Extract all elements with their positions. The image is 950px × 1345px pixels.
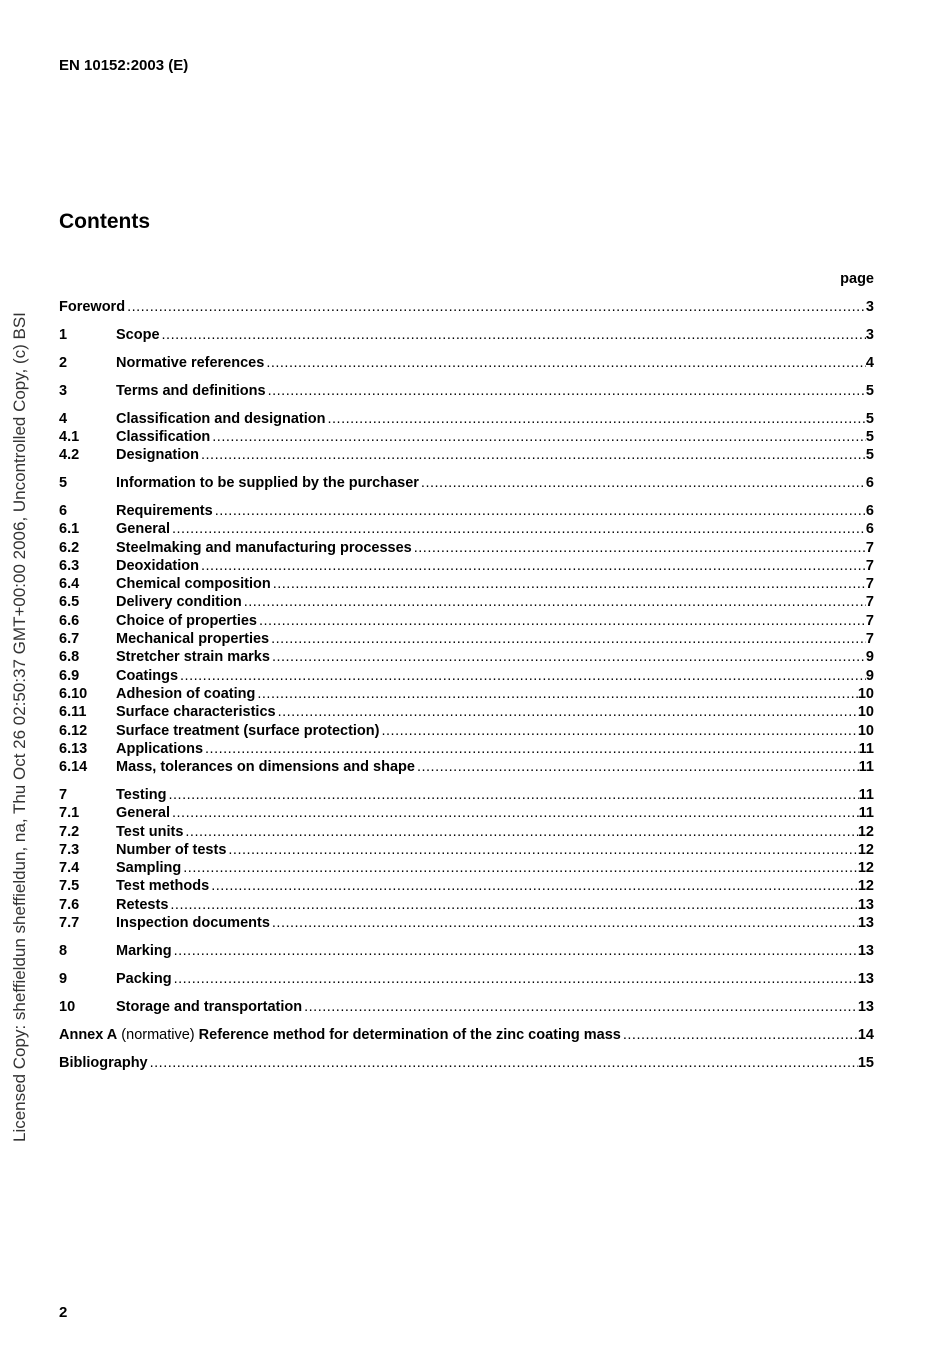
contents-title: Contents	[59, 210, 150, 233]
toc-entry-page: 5	[865, 447, 874, 464]
toc-entry[interactable]	[59, 823, 874, 841]
toc-entry[interactable]	[59, 841, 874, 859]
toc-entry[interactable]	[59, 326, 874, 344]
toc-entry-title: Foreword	[59, 299, 126, 315]
toc-entry[interactable]	[59, 703, 874, 721]
toc-entry[interactable]	[59, 877, 874, 895]
toc-entry-page: 7	[865, 539, 874, 556]
toc-dot-leader	[172, 942, 858, 960]
toc-entry-number: 6.13	[59, 740, 88, 757]
toc-entry[interactable]	[59, 502, 874, 520]
toc-entry-number: 6.3	[59, 557, 80, 574]
toc-entry-page: 11	[858, 786, 874, 803]
toc-entry-number: 6.14	[59, 759, 88, 776]
toc-dot-leader	[621, 1026, 858, 1044]
table-of-contents	[59, 298, 874, 1072]
toc-entry-page: 7	[865, 557, 874, 574]
toc-dot-leader	[242, 593, 866, 611]
toc-entry-title: Test units	[116, 823, 184, 840]
toc-dot-leader	[226, 841, 857, 859]
toc-entry-number: 6.2	[59, 539, 80, 556]
toc-entry-title: Chemical composition	[116, 576, 271, 593]
toc-dot-leader	[199, 557, 866, 575]
toc-entry[interactable]	[59, 575, 874, 593]
toc-entry-page: 5	[865, 428, 874, 445]
toc-dot-leader	[266, 382, 866, 400]
toc-entry-page: 13	[857, 970, 874, 987]
toc-entry-title: Choice of properties	[116, 612, 257, 629]
toc-dot-leader	[415, 758, 859, 776]
toc-dot-leader	[170, 804, 859, 822]
toc-entry[interactable]	[59, 685, 874, 703]
toc-entry-number: 6.12	[59, 722, 88, 739]
toc-entry-title: Adhesion of coating	[116, 685, 256, 702]
toc-entry-title-rest: Reference method for determination of the zinc coating mass	[198, 1026, 621, 1043]
toc-entry-number: 7.1	[59, 805, 80, 822]
toc-entry[interactable]	[59, 1054, 874, 1072]
toc-entry-title: Mechanical properties	[116, 631, 270, 648]
toc-entry-page: 7	[865, 594, 874, 611]
toc-entry-page: 7	[865, 576, 874, 593]
toc-entry-number: 10	[59, 998, 76, 1015]
toc-entry[interactable]	[59, 593, 874, 611]
toc-entry-title: Requirements	[116, 502, 213, 519]
toc-entry-page: 12	[857, 841, 874, 858]
toc-entry-number: 7.4	[59, 860, 80, 877]
toc-entry-title: Steelmaking and manufacturing processes	[116, 539, 412, 556]
toc-dot-leader	[213, 502, 866, 520]
toc-entry[interactable]	[59, 382, 874, 400]
toc-entry[interactable]	[59, 667, 874, 685]
toc-entry-page: 6	[865, 475, 874, 492]
toc-entry-page: 11	[858, 740, 874, 757]
toc-dot-leader	[168, 896, 857, 914]
page-column-label: page	[840, 271, 874, 287]
toc-entry[interactable]	[59, 942, 874, 960]
toc-entry-page: 3	[865, 326, 874, 343]
toc-entry-title: Applications	[116, 740, 204, 757]
toc-entry[interactable]	[59, 740, 874, 758]
toc-entry-number: 2	[59, 354, 68, 371]
toc-entry[interactable]	[59, 859, 874, 877]
toc-entry-title: Retests	[116, 896, 169, 913]
toc-entry[interactable]	[59, 612, 874, 630]
toc-dot-leader	[270, 648, 866, 666]
toc-entry-title: General	[116, 521, 170, 538]
toc-dot-leader	[325, 410, 865, 428]
toc-entry-number: 6.4	[59, 576, 80, 593]
toc-dot-leader	[183, 823, 857, 841]
toc-entry-page: 13	[857, 896, 874, 913]
toc-entry-number: 4.2	[59, 447, 80, 464]
toc-entry[interactable]	[59, 520, 874, 538]
toc-entry[interactable]	[59, 1026, 874, 1044]
toc-entry-page: 13	[857, 915, 874, 932]
toc-entry-number: 4.1	[59, 428, 80, 445]
toc-entry-number: 7.5	[59, 878, 80, 895]
toc-entry-page: 11	[858, 805, 874, 822]
toc-dot-leader	[412, 539, 866, 557]
toc-dot-leader	[181, 859, 858, 877]
toc-dot-leader	[209, 877, 858, 895]
toc-entry-number: 1	[59, 326, 68, 343]
toc-entry-page: 6	[865, 521, 874, 538]
toc-dot-leader	[125, 298, 866, 316]
toc-dot-leader	[379, 722, 857, 740]
toc-dot-leader	[255, 685, 858, 703]
toc-entry[interactable]	[59, 970, 874, 988]
toc-entry-page: 7	[865, 631, 874, 648]
toc-entry-page: 10	[857, 722, 874, 739]
toc-entry-page: 5	[865, 382, 874, 399]
toc-entry-number: 6.5	[59, 594, 80, 611]
toc-entry-number: 7.6	[59, 896, 80, 913]
toc-entry[interactable]	[59, 410, 874, 428]
toc-dot-leader	[419, 474, 866, 492]
toc-entry-title: Classification	[116, 428, 211, 445]
toc-entry-title: Bibliography	[59, 1054, 148, 1071]
toc-entry-title: Sampling	[116, 860, 182, 877]
toc-entry[interactable]	[59, 630, 874, 648]
toc-entry-title: Information to be supplied by the purchaser	[116, 475, 419, 492]
toc-entry[interactable]	[59, 354, 874, 372]
toc-entry-number: 6.8	[59, 649, 80, 666]
toc-entry-page: 3	[865, 299, 874, 315]
toc-entry-page: 14	[857, 1026, 874, 1043]
toc-entry-title: Classification and designation	[116, 410, 326, 427]
toc-entry-title: Testing	[116, 786, 167, 803]
toc-entry[interactable]	[59, 914, 874, 932]
toc-entry-page: 13	[857, 998, 874, 1015]
toc-entry-title: Normative references	[116, 354, 265, 371]
toc-dot-leader	[170, 520, 866, 538]
toc-dot-leader	[166, 786, 858, 804]
toc-entry-page: 5	[865, 410, 874, 427]
toc-dot-leader	[172, 970, 858, 988]
toc-entry[interactable]	[59, 428, 874, 446]
toc-entry-page: 15	[857, 1054, 874, 1071]
toc-entry-title: Marking	[116, 942, 172, 959]
toc-entry[interactable]	[59, 722, 874, 740]
toc-entry[interactable]	[59, 648, 874, 666]
toc-entry-number: 9	[59, 970, 68, 987]
toc-entry[interactable]	[59, 298, 874, 316]
toc-entry-page: 7	[865, 612, 874, 629]
toc-entry-number: 7	[59, 786, 68, 803]
toc-dot-leader	[203, 740, 859, 758]
toc-entry-page: 11	[858, 759, 874, 776]
toc-entry-title: Scope	[116, 326, 160, 343]
toc-entry-number: 6.1	[59, 521, 80, 538]
toc-dot-leader	[270, 914, 858, 932]
toc-entry-title: Inspection documents	[116, 915, 270, 932]
toc-entry-page: 9	[865, 667, 874, 684]
toc-entry-number: 6.11	[59, 704, 87, 721]
toc-entry-title: Surface treatment (surface protection)	[116, 722, 380, 739]
toc-entry-title: Number of tests	[116, 841, 227, 858]
toc-entry-number: 6.9	[59, 667, 80, 684]
toc-dot-leader	[264, 354, 866, 372]
toc-entry[interactable]	[59, 896, 874, 914]
toc-dot-leader	[148, 1054, 858, 1072]
toc-entry-number: 6	[59, 502, 68, 519]
toc-entry-title	[59, 1026, 621, 1044]
toc-entry-page: 12	[857, 878, 874, 895]
toc-entry-page: 4	[865, 354, 874, 371]
toc-entry-page: 10	[857, 685, 874, 702]
toc-entry[interactable]	[59, 539, 874, 557]
toc-entry-number: 6.10	[59, 685, 88, 702]
toc-entry-number: 3	[59, 382, 68, 399]
toc-entry[interactable]	[59, 804, 874, 822]
toc-entry-title: Mass, tolerances on dimensions and shape	[116, 759, 415, 776]
toc-entry-title: Deoxidation	[116, 557, 199, 574]
toc-entry-page: 12	[857, 823, 874, 840]
toc-entry[interactable]	[59, 786, 874, 804]
toc-entry-title: Surface characteristics	[116, 704, 276, 721]
document-header: EN 10152:2003 (E)	[59, 57, 189, 74]
toc-entry-title: Packing	[116, 970, 172, 987]
toc-entry-number: 8	[59, 942, 68, 959]
toc-dot-leader	[276, 703, 858, 721]
toc-entry-title-prefix: Annex A	[59, 1026, 118, 1043]
toc-entry-title: Coatings	[116, 667, 179, 684]
toc-entry-title: Delivery condition	[116, 594, 242, 611]
toc-entry-number: 7.7	[59, 915, 80, 932]
toc-entry-title: General	[116, 805, 170, 822]
toc-entry-title: Test methods	[116, 878, 210, 895]
toc-entry-number: 7.3	[59, 841, 80, 858]
toc-dot-leader	[160, 326, 866, 344]
toc-entry-page: 6	[865, 502, 874, 519]
toc-entry-title: Designation	[116, 447, 199, 464]
toc-entry-number: 5	[59, 475, 68, 492]
toc-entry-number: 7.2	[59, 823, 80, 840]
toc-dot-leader	[199, 446, 866, 464]
toc-entry-title: Storage and transportation	[116, 998, 303, 1015]
toc-dot-leader	[302, 998, 858, 1016]
toc-entry-page: 10	[857, 704, 874, 721]
toc-entry[interactable]	[59, 998, 874, 1016]
toc-entry[interactable]	[59, 758, 874, 776]
toc-entry-number: 4	[59, 410, 68, 427]
license-watermark: Licensed Copy: sheffieldun sheffieldun, na, Thu Oct 26 02:50:37 GMT+00:00 2006, Uncontrolled Copy, (c) BSI	[10, 312, 29, 1142]
toc-entry-number: 6.6	[59, 612, 80, 629]
toc-entry-number: 6.7	[59, 631, 80, 648]
toc-entry-title: Terms and definitions	[116, 382, 266, 399]
toc-entry-page: 9	[865, 649, 874, 666]
toc-entry[interactable]	[59, 446, 874, 464]
toc-entry-title-normative: (normative)	[117, 1026, 199, 1043]
toc-entry-page: 12	[857, 860, 874, 877]
toc-dot-leader	[257, 612, 866, 630]
toc-dot-leader	[269, 630, 866, 648]
toc-entry-page: 13	[857, 942, 874, 959]
toc-dot-leader	[271, 575, 866, 593]
toc-dot-leader	[210, 428, 866, 446]
toc-entry-title: Stretcher strain marks	[116, 649, 270, 666]
toc-entry[interactable]	[59, 557, 874, 575]
page-number: 2	[59, 1304, 68, 1321]
toc-entry[interactable]	[59, 474, 874, 492]
toc-dot-leader	[178, 667, 866, 685]
